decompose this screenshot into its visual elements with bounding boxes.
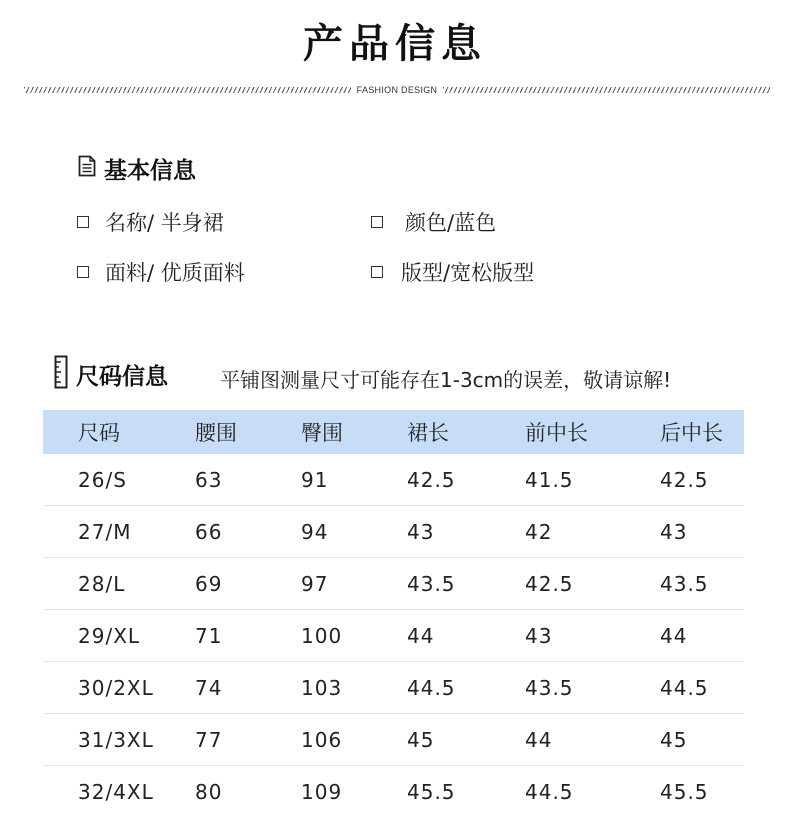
table-cell: 26/S <box>43 454 155 506</box>
table-cell: 77 <box>155 714 261 766</box>
table-cell: 44.5 <box>367 662 485 714</box>
table-cell: 43 <box>367 506 485 558</box>
table-cell: 91 <box>261 454 367 506</box>
info-item-fit <box>371 257 534 287</box>
table-cell: 42 <box>485 506 620 558</box>
column-header-skirt-length: 裙长 <box>367 410 485 454</box>
table-cell: 32/4XL <box>78 779 154 804</box>
table-cell: 45.5 <box>660 779 709 804</box>
table-cell: 106 <box>261 714 367 766</box>
checkbox-icon <box>77 266 89 278</box>
table-cell: 45.5 <box>407 779 456 804</box>
info-item-label: 名称/ 半身裙 <box>105 211 224 235</box>
table-cell: 31/3XL <box>43 714 155 766</box>
table-cell: 42.5 <box>485 558 620 610</box>
table-cell: 30/2XL <box>43 662 155 714</box>
table-cell: 43.5 <box>620 558 744 610</box>
table-cell: 27/M <box>43 506 155 558</box>
table-row <box>43 766 744 818</box>
page-title: 产品信息 <box>303 21 487 67</box>
fashion-design-divider <box>24 82 770 98</box>
table-cell: 69 <box>155 558 261 610</box>
table-row <box>43 558 744 610</box>
info-item-name <box>77 207 224 237</box>
checkbox-icon <box>371 266 383 278</box>
table-cell: 42.5 <box>367 454 485 506</box>
basic-info-title: 基本信息 <box>104 157 196 184</box>
size-table <box>43 410 744 817</box>
column-header-hip: 臀围 <box>261 410 367 454</box>
table-cell: 74 <box>155 662 261 714</box>
column-header-front-length: 前中长 <box>485 410 620 454</box>
fashion-design-label: FASHION DESIGN <box>356 85 438 95</box>
hatch-line-left <box>24 87 351 93</box>
table-cell: 66 <box>155 506 261 558</box>
document-icon <box>78 155 96 181</box>
table-cell: 45 <box>620 714 744 766</box>
table-cell: 44.5 <box>620 662 744 714</box>
basic-info-header <box>78 150 196 186</box>
ruler-icon <box>54 355 68 393</box>
info-item-label: 面料/ 优质面料 <box>105 261 245 285</box>
table-row <box>43 714 744 766</box>
column-header-waist: 腰围 <box>155 410 261 454</box>
info-item-label: 版型/宽松版型 <box>401 261 535 285</box>
size-info-title: 尺码信息 <box>76 363 168 390</box>
size-info-header <box>54 356 168 392</box>
table-cell: 97 <box>261 558 367 610</box>
table-cell: 44 <box>367 610 485 662</box>
table-cell: 94 <box>261 506 367 558</box>
table-cell: 28/L <box>43 558 155 610</box>
table-cell: 43 <box>620 506 744 558</box>
table-cell: 80 <box>195 779 223 804</box>
table-cell: 29/XL <box>43 610 155 662</box>
table-cell: 42.5 <box>620 454 744 506</box>
table-cell: 43 <box>485 610 620 662</box>
table-cell: 100 <box>261 610 367 662</box>
table-header-row <box>43 410 744 454</box>
table-cell: 44 <box>485 714 620 766</box>
table-cell: 63 <box>155 454 261 506</box>
table-row <box>43 610 744 662</box>
table-cell: 45 <box>367 714 485 766</box>
checkbox-icon <box>77 216 89 228</box>
table-cell: 103 <box>261 662 367 714</box>
info-item-label: 颜色/蓝色 <box>405 211 497 235</box>
table-cell: 44.5 <box>525 779 574 804</box>
table-row <box>43 662 744 714</box>
measurement-note: 平铺图测量尺寸可能存在1-3cm的误差，敬请谅解! <box>220 368 672 392</box>
table-cell: 44 <box>620 610 744 662</box>
table-cell: 43.5 <box>367 558 485 610</box>
table-cell: 71 <box>155 610 261 662</box>
table-row <box>43 454 744 506</box>
table-cell: 109 <box>301 779 343 804</box>
checkbox-icon <box>371 216 383 228</box>
hatch-line-right <box>443 87 770 93</box>
column-header-back-length: 后中长 <box>620 410 744 454</box>
table-row <box>43 506 744 558</box>
column-header-size: 尺码 <box>43 410 155 454</box>
info-item-color <box>371 207 496 237</box>
info-item-fabric <box>77 257 245 287</box>
table-cell: 41.5 <box>485 454 620 506</box>
table-cell: 43.5 <box>485 662 620 714</box>
